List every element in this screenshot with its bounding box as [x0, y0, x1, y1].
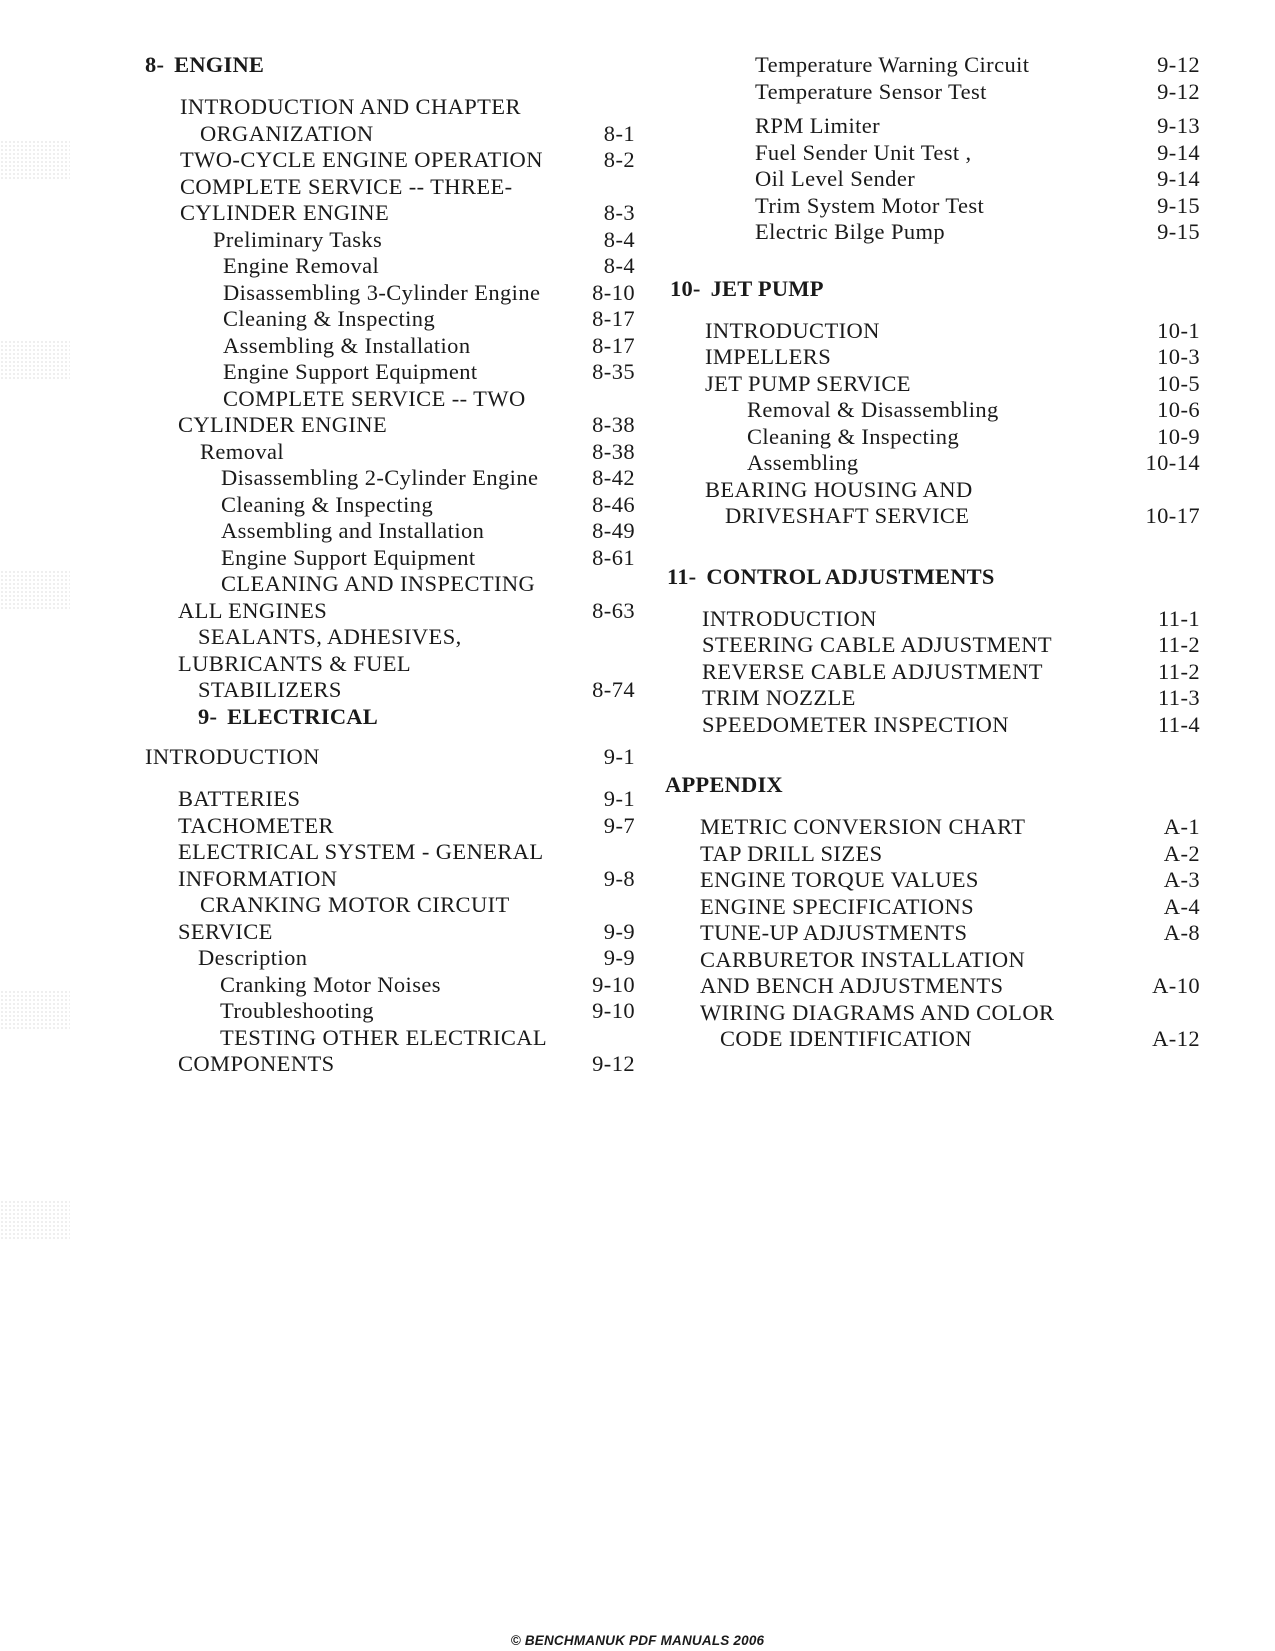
- scan-speckle: [0, 140, 70, 180]
- toc-entry: [145, 200, 635, 227]
- toc-entry: [145, 624, 635, 651]
- toc-entry-title: CODE IDENTIFICATION: [720, 1026, 972, 1051]
- toc-entry: [145, 972, 635, 999]
- toc-entry-title: CYLINDER ENGINE: [178, 412, 388, 437]
- section-title: CONTROL ADJUSTMENTS: [706, 563, 995, 589]
- toc-entry-title: Description: [198, 945, 308, 970]
- scan-speckle: [0, 570, 70, 610]
- toc-entry: [700, 397, 1200, 424]
- toc-page-number: 9-7: [603, 812, 635, 838]
- toc-page-number: 8-74: [592, 677, 635, 702]
- toc-page-number: 8-4: [603, 253, 635, 278]
- toc-page-number: A-1: [1163, 814, 1200, 839]
- toc-entry-title: ALL ENGINES: [178, 597, 328, 623]
- toc-entry-title: TWO-CYCLE ENGINE OPERATION: [180, 147, 543, 172]
- toc-entry-title: INTRODUCTION: [705, 317, 880, 343]
- toc-entry: [700, 193, 1200, 220]
- toc-entry-title: Assembling & Installation: [223, 332, 471, 358]
- toc-entry-title: INTRODUCTION: [145, 743, 320, 769]
- toc-page-number: A-4: [1163, 893, 1200, 919]
- toc-entry: [700, 920, 1200, 947]
- toc-entry-title: TESTING OTHER ELECTRICAL: [220, 1024, 548, 1050]
- toc-page-number: 9-15: [1157, 219, 1200, 244]
- toc-entry: [145, 1025, 635, 1052]
- section-heading: [667, 564, 1200, 590]
- toc-page-number: 8-17: [592, 332, 635, 358]
- toc-entry-title: JET PUMP SERVICE: [705, 370, 911, 396]
- toc-page-number: 9-13: [1157, 113, 1200, 138]
- toc-entry: [700, 450, 1200, 477]
- toc-entry-title: Trim System Motor Test: [755, 192, 985, 218]
- toc-page-number: A-2: [1163, 840, 1200, 866]
- toc-entry: [700, 632, 1200, 659]
- toc-entry: [145, 465, 635, 492]
- toc-entry: [700, 318, 1200, 345]
- toc-entry-title: STEERING CABLE ADJUSTMENT: [702, 632, 1053, 657]
- toc-entry: [700, 947, 1200, 974]
- toc-entry-title: SEALANTS, ADHESIVES,: [198, 624, 462, 649]
- toc-entry: [700, 894, 1200, 921]
- toc-page-number: 9-9: [603, 918, 635, 944]
- toc-entry-title: CARBURETOR INSTALLATION: [700, 946, 1026, 972]
- toc-entry: [700, 712, 1200, 739]
- toc-entry-title: DRIVESHAFT SERVICE: [725, 503, 970, 528]
- toc-page-number: 10-9: [1157, 423, 1200, 449]
- toc-entry-title: BEARING HOUSING AND: [705, 476, 973, 502]
- toc-page-number: 8-38: [592, 438, 635, 464]
- toc-entry: [700, 1000, 1200, 1027]
- toc-page-number: 9-12: [1157, 78, 1200, 104]
- toc-entry-title: BATTERIES: [178, 786, 301, 811]
- toc-entry: [145, 839, 635, 866]
- toc-entry: [700, 477, 1200, 504]
- toc-entry: [700, 140, 1200, 167]
- toc-page-number: 8-49: [592, 518, 635, 543]
- toc-page-number: 10-14: [1145, 450, 1200, 475]
- toc-entry: [145, 359, 635, 386]
- toc-page-number: A-8: [1163, 920, 1200, 945]
- scan-speckle: [0, 340, 70, 380]
- toc-entry-title: STABILIZERS: [198, 677, 342, 702]
- toc-page-number: 8-10: [592, 279, 635, 305]
- toc-entry-title: Removal & Disassembling: [747, 397, 999, 422]
- section-heading: [145, 52, 635, 78]
- toc-entry-title: Assembling and Installation: [221, 518, 485, 543]
- toc-page-number: 11-2: [1157, 658, 1200, 684]
- toc-entry-title: TAP DRILL SIZES: [700, 840, 883, 866]
- toc-entry-title: WIRING DIAGRAMS AND COLOR: [700, 999, 1055, 1025]
- toc-entry: [700, 166, 1200, 193]
- toc-entry-title: METRIC CONVERSION CHART: [700, 814, 1026, 839]
- section-title: JET PUMP: [710, 275, 824, 301]
- section-number: 9-: [198, 703, 218, 729]
- toc-page-number: 8-35: [592, 359, 635, 384]
- toc-entry: [145, 892, 635, 919]
- toc-entry: [145, 227, 635, 254]
- toc-entry-title: Disassembling 2-Cylinder Engine: [221, 465, 539, 490]
- toc-entry: [145, 998, 635, 1025]
- toc-page-number: 10-5: [1157, 370, 1200, 396]
- toc-page-number: 8-17: [592, 306, 635, 331]
- toc-entry-title: CLEANING AND INSPECTING: [221, 571, 536, 596]
- copyright-footer: © BENCHMANUK PDF MANUALS 2006: [510, 1633, 765, 1648]
- toc-page-number: 11-2: [1157, 632, 1200, 657]
- toc-entry-title: CRANKING MOTOR CIRCUIT: [200, 892, 510, 917]
- toc-page-number: 8-63: [592, 597, 635, 623]
- toc-entry: [700, 424, 1200, 451]
- toc-page-number: 10-1: [1157, 317, 1200, 343]
- toc-entry-title: COMPLETE SERVICE -- TWO: [223, 385, 526, 411]
- toc-entry-title: Removal: [200, 438, 285, 464]
- toc-entry-title: REVERSE CABLE ADJUSTMENT: [702, 658, 1043, 684]
- toc-entry: [700, 841, 1200, 868]
- section-number: 8-: [145, 52, 165, 77]
- toc-entry: [145, 518, 635, 545]
- toc-page-number: 8-61: [592, 544, 635, 570]
- toc-entry-title: AND BENCH ADJUSTMENTS: [700, 973, 1004, 998]
- toc-page-number: 8-2: [603, 147, 635, 172]
- toc-entry: [145, 492, 635, 519]
- section-heading: [198, 704, 635, 730]
- toc-entry: [700, 503, 1200, 530]
- toc-entry-title: RPM Limiter: [755, 113, 881, 138]
- toc-entry-title: Engine Support Equipment: [223, 359, 478, 384]
- toc-page-number: 9-10: [592, 998, 635, 1023]
- toc-entry: [700, 814, 1200, 841]
- toc-entry: [700, 344, 1200, 371]
- toc-entry-title: CYLINDER ENGINE: [180, 200, 390, 225]
- toc-page-number: 8-4: [603, 226, 635, 252]
- toc-entry: [145, 439, 635, 466]
- toc-entry-title: SPEEDOMETER INSPECTION: [702, 711, 1009, 737]
- toc-entry-title: INFORMATION: [178, 865, 338, 891]
- toc-page-number: 9-1: [603, 786, 635, 811]
- toc-entry: [145, 571, 635, 598]
- scan-speckle: [0, 990, 70, 1030]
- toc-entry-title: Temperature Sensor Test: [755, 78, 987, 104]
- toc-right-column: [665, 52, 1200, 1053]
- toc-entry: [145, 121, 635, 148]
- toc-page-number: 9-14: [1157, 166, 1200, 191]
- toc-entry-title: Troubleshooting: [220, 998, 374, 1023]
- toc-page-number: 9-15: [1157, 192, 1200, 218]
- toc-entry-title: Engine Removal: [223, 253, 380, 278]
- toc-entry: [700, 685, 1200, 712]
- toc-page-number: 9-12: [592, 1051, 635, 1076]
- toc-page-number: 10-3: [1157, 344, 1200, 369]
- toc-entry: [145, 919, 635, 946]
- toc-page-number: 10-17: [1145, 503, 1200, 528]
- toc-entry: [145, 545, 635, 572]
- toc-page-number: 10-6: [1157, 397, 1200, 422]
- toc-page-number: A-12: [1152, 1026, 1200, 1051]
- toc-entry: [700, 52, 1200, 79]
- toc-page-number: A-3: [1163, 867, 1200, 892]
- toc-entry-title: INTRODUCTION: [702, 605, 877, 631]
- toc-page-number: 11-4: [1157, 711, 1200, 737]
- toc-page-number: 9-1: [603, 743, 635, 769]
- section-heading: [670, 276, 1200, 302]
- toc-page-number: 11-3: [1157, 685, 1200, 710]
- section-heading: [665, 772, 1200, 798]
- toc-entry: [145, 94, 635, 121]
- toc-entry: [145, 598, 635, 625]
- toc-entry: [145, 412, 635, 439]
- toc-entry-title: ORGANIZATION: [200, 120, 374, 146]
- toc-entry: [145, 677, 635, 704]
- toc-entry-title: Assembling: [747, 450, 859, 475]
- toc-entry: [145, 945, 635, 972]
- toc-entry-title: IMPELLERS: [705, 344, 832, 369]
- toc-page-number: 8-38: [592, 412, 635, 437]
- toc-entry-title: Electric Bilge Pump: [755, 219, 946, 244]
- toc-page-number: 8-42: [592, 465, 635, 490]
- toc-page-number: 9-9: [603, 945, 635, 970]
- toc-entry-title: Preliminary Tasks: [213, 226, 383, 252]
- section-number: 11-: [667, 563, 697, 589]
- toc-entry: [145, 333, 635, 360]
- toc-entry: [700, 371, 1200, 398]
- toc-entry-title: SERVICE: [178, 918, 273, 944]
- toc-entry: [700, 606, 1200, 633]
- toc-entry: [145, 744, 635, 771]
- toc-entry-title: TRIM NOZZLE: [702, 685, 856, 710]
- toc-entry: [145, 651, 635, 678]
- toc-page-number: 9-10: [592, 971, 635, 997]
- toc-entry: [145, 280, 635, 307]
- toc-entry: [700, 867, 1200, 894]
- toc-entry-title: Oil Level Sender: [755, 166, 916, 191]
- toc-entry-title: Disassembling 3-Cylinder Engine: [223, 279, 541, 305]
- section-number: 10-: [670, 275, 701, 301]
- toc-entry-title: ELECTRICAL SYSTEM - GENERAL: [178, 839, 544, 864]
- toc-page-number: A-10: [1152, 973, 1200, 998]
- toc-entry-title: Engine Support Equipment: [221, 544, 476, 570]
- toc-entry: [700, 1026, 1200, 1053]
- toc-entry-title: Cleaning & Inspecting: [221, 491, 434, 517]
- section-title: ENGINE: [174, 52, 265, 77]
- section-title: APPENDIX: [665, 772, 783, 797]
- toc-entry-title: INTRODUCTION AND CHAPTER: [180, 94, 521, 119]
- toc-entry: [145, 174, 635, 201]
- toc-entry: [145, 306, 635, 333]
- toc-entry: [145, 786, 635, 813]
- toc-entry: [145, 813, 635, 840]
- toc-entry-title: TUNE-UP ADJUSTMENTS: [700, 920, 968, 945]
- toc-entry-title: ENGINE TORQUE VALUES: [700, 867, 979, 892]
- toc-page-number: 8-46: [592, 491, 635, 517]
- toc-entry-title: Cleaning & Inspecting: [223, 306, 436, 331]
- toc-entry-title: COMPONENTS: [178, 1051, 335, 1076]
- toc-entry-title: COMPLETE SERVICE -- THREE-: [180, 173, 513, 199]
- toc-entry: [700, 659, 1200, 686]
- toc-page-number: 8-3: [603, 200, 635, 225]
- toc-entry: [700, 973, 1200, 1000]
- toc-page-number: 9-14: [1157, 139, 1200, 165]
- toc-entry-title: Fuel Sender Unit Test ,: [755, 139, 972, 165]
- toc-page-number: 8-1: [603, 120, 635, 146]
- toc-entry: [700, 79, 1200, 106]
- toc-entry-title: ENGINE SPECIFICATIONS: [700, 893, 975, 919]
- toc-entry-title: LUBRICANTS & FUEL: [178, 650, 412, 676]
- scan-speckle: [0, 1200, 70, 1240]
- toc-entry: [145, 386, 635, 413]
- toc-entry-title: Cranking Motor Noises: [220, 971, 441, 997]
- toc-entry-title: Temperature Warning Circuit: [755, 52, 1030, 77]
- toc-entry: [700, 113, 1200, 140]
- toc-entry: [145, 866, 635, 893]
- toc-page-number: 11-1: [1157, 605, 1200, 631]
- toc-entry: [145, 253, 635, 280]
- toc-page-number: 9-12: [1157, 52, 1200, 77]
- toc-left-column: [145, 52, 635, 1078]
- section-title: ELECTRICAL: [227, 703, 378, 729]
- toc-entry-title: TACHOMETER: [178, 812, 334, 838]
- toc-entry: [145, 1051, 635, 1078]
- toc-entry: [700, 219, 1200, 246]
- toc-entry-title: Cleaning & Inspecting: [747, 423, 960, 449]
- toc-entry: [145, 147, 635, 174]
- toc-page-number: 9-8: [603, 865, 635, 891]
